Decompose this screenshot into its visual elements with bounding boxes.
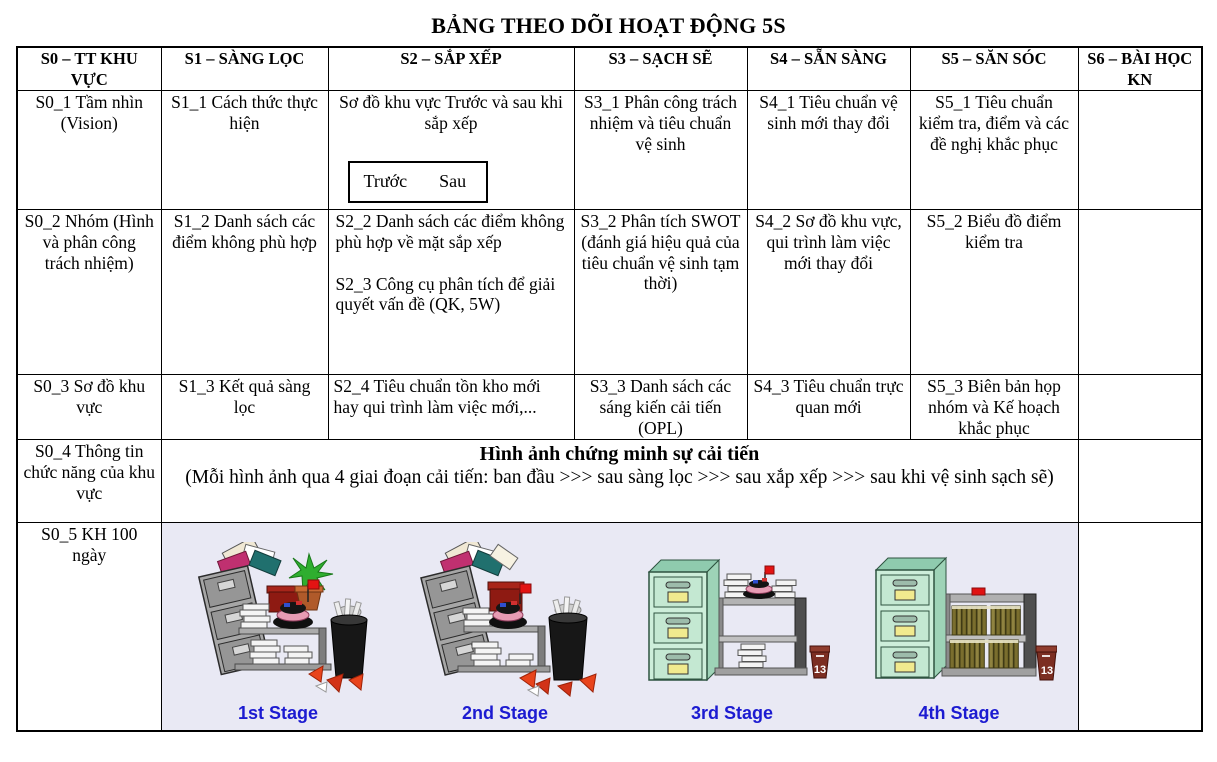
col-header-s1: S1 – SÀNG LỌC [161, 47, 328, 91]
cell-s5-2: S5_2 Biểu đồ điểm kiểm tra [910, 210, 1078, 375]
cell-s0-3: S0_3 Sơ đồ khu vực [17, 375, 161, 440]
improvement-evidence-cell [161, 440, 1078, 523]
table-row [17, 210, 1202, 375]
before-after-box-wrap [334, 134, 569, 203]
s2-3-text: S2_3 Công cụ phân tích để giải quyết vấn đề (QK, 5W) [335, 273, 556, 315]
cell-s6-empty [1078, 375, 1202, 440]
drawer [654, 577, 702, 607]
table-row [17, 91, 1202, 210]
col-header-s6: S6 – BÀI HỌC KN [1078, 47, 1202, 91]
cell-s2-1 [328, 91, 574, 210]
cell-s3-3: S3_3 Danh sách các sáng kiến cải tiến (OPL) [574, 375, 747, 440]
bin-number: 13 [1040, 665, 1053, 678]
stage-2 [408, 542, 603, 724]
cell-s3-1: S3_1 Phân công trách nhiệm và tiêu chuẩn vệ sinh [574, 91, 747, 210]
stage-3-label: 3rd Stage [690, 703, 774, 724]
table-row [17, 375, 1202, 440]
trash-can-icon [331, 599, 367, 678]
col-header-s0: S0 – TT KHU VỰC [17, 47, 161, 91]
cell-s3-2: S3_2 Phân tích SWOT (đánh giá hiệu quả của tiêu chuẩn vệ sinh tạm thời) [574, 210, 747, 375]
drawer [881, 611, 929, 641]
cell-s0-4: S0_4 Thông tin chức năng của khu vực [17, 440, 161, 523]
col-header-s2: S2 – SẮP XẾP [328, 47, 574, 91]
trash-can-icon [549, 597, 587, 680]
cell-s0-1: S0_1 Tầm nhìn (Vision) [17, 91, 161, 210]
cell-s4-3: S4_3 Tiêu chuẩn trực quan mới [747, 375, 910, 440]
binders-row-top [952, 606, 1020, 635]
bin-number: 13 [813, 664, 826, 677]
5s-activity-table [16, 46, 1203, 732]
stage-1-image [181, 542, 376, 702]
drawer [654, 613, 702, 643]
col-header-s5: S5 – SĂN SÓC [910, 47, 1078, 91]
cell-s0-2: S0_2 Nhóm (Hình và phân công trách nhiệm) [17, 210, 161, 375]
waste-bin-icon [810, 646, 830, 678]
header-row [17, 47, 1202, 91]
stage-4-image [862, 542, 1057, 702]
stage-4 [862, 542, 1057, 724]
cell-s5-3: S5_3 Biên bản họp nhóm và Kế hoạch khắc phục [910, 375, 1078, 440]
cell-s6-empty [1078, 523, 1202, 732]
col-header-s4: S4 – SẴN SÀNG [747, 47, 910, 91]
cell-s5-1: S5_1 Tiêu chuẩn kiểm tra, điểm và các đề nghị khắc phục [910, 91, 1078, 210]
improvement-evidence-subtitle: (Mỗi hình ảnh qua 4 giai đoạn cải tiến: ban đầu >>> sau sàng lọc >>> sau xắp xếp >>> sau khi vệ sinh sạch sẽ) [185, 467, 1054, 489]
file-cabinet-icon [649, 560, 719, 680]
drawer [654, 649, 702, 679]
cell-s1-1: S1_1 Cách thức thực hiện [161, 91, 328, 210]
stage-strip [167, 524, 1073, 730]
stage-3 [635, 542, 830, 724]
page-title: BẢNG THEO DÕI HOẠT ĐỘNG 5S [431, 13, 786, 38]
before-label: Trước [363, 170, 408, 191]
col-header-s3: S3 – SẠCH SẼ [574, 47, 747, 91]
after-label: Sau [439, 170, 467, 191]
drawer [881, 647, 929, 677]
cell-s6-empty [1078, 440, 1202, 523]
stage-images-cell [161, 523, 1078, 732]
stage-1 [181, 542, 376, 724]
s2-2-text: S2_2 Danh sách các điểm không phù hợp về mặt sắp xếp [335, 211, 565, 252]
cell-s6-empty [1078, 91, 1202, 210]
file-cabinet-icon [876, 558, 946, 678]
drawer [881, 575, 929, 605]
cell-s0-5: S0_5 KH 100 ngày [17, 523, 161, 732]
cell-s2-4: S2_4 Tiêu chuẩn tồn kho mới hay qui trình làm việc mới,... [328, 375, 574, 440]
waste-bin-icon [1036, 646, 1057, 680]
before-after-box [348, 161, 489, 203]
table-row [17, 523, 1202, 732]
red-marker [972, 588, 985, 595]
stage-4-label: 4th Stage [918, 703, 1000, 724]
improvement-evidence-title: Hình ảnh chứng minh sự cải tiến [479, 443, 760, 466]
cell-s2-2 [328, 210, 574, 375]
table-row [17, 440, 1202, 523]
stage-1-label: 1st Stage [237, 703, 319, 724]
cell-s4-1: S4_1 Tiêu chuẩn vệ sinh mới thay đổi [747, 91, 910, 210]
s2-map-caption: Sơ đồ khu vực Trước và sau khi sắp xếp [339, 92, 563, 133]
stage-2-image [408, 542, 603, 702]
stage-3-image [635, 542, 830, 702]
cell-s6-empty [1078, 210, 1202, 375]
cell-s4-2: S4_2 Sơ đồ khu vực, qui trình làm việc mới thay đổi [747, 210, 910, 375]
cell-s1-3: S1_3 Kết quả sàng lọc [161, 375, 328, 440]
stage-2-label: 2nd Stage [461, 703, 549, 724]
cell-s1-2: S1_2 Danh sách các điểm không phù hợp [161, 210, 328, 375]
binders-row-bottom [950, 640, 1018, 668]
